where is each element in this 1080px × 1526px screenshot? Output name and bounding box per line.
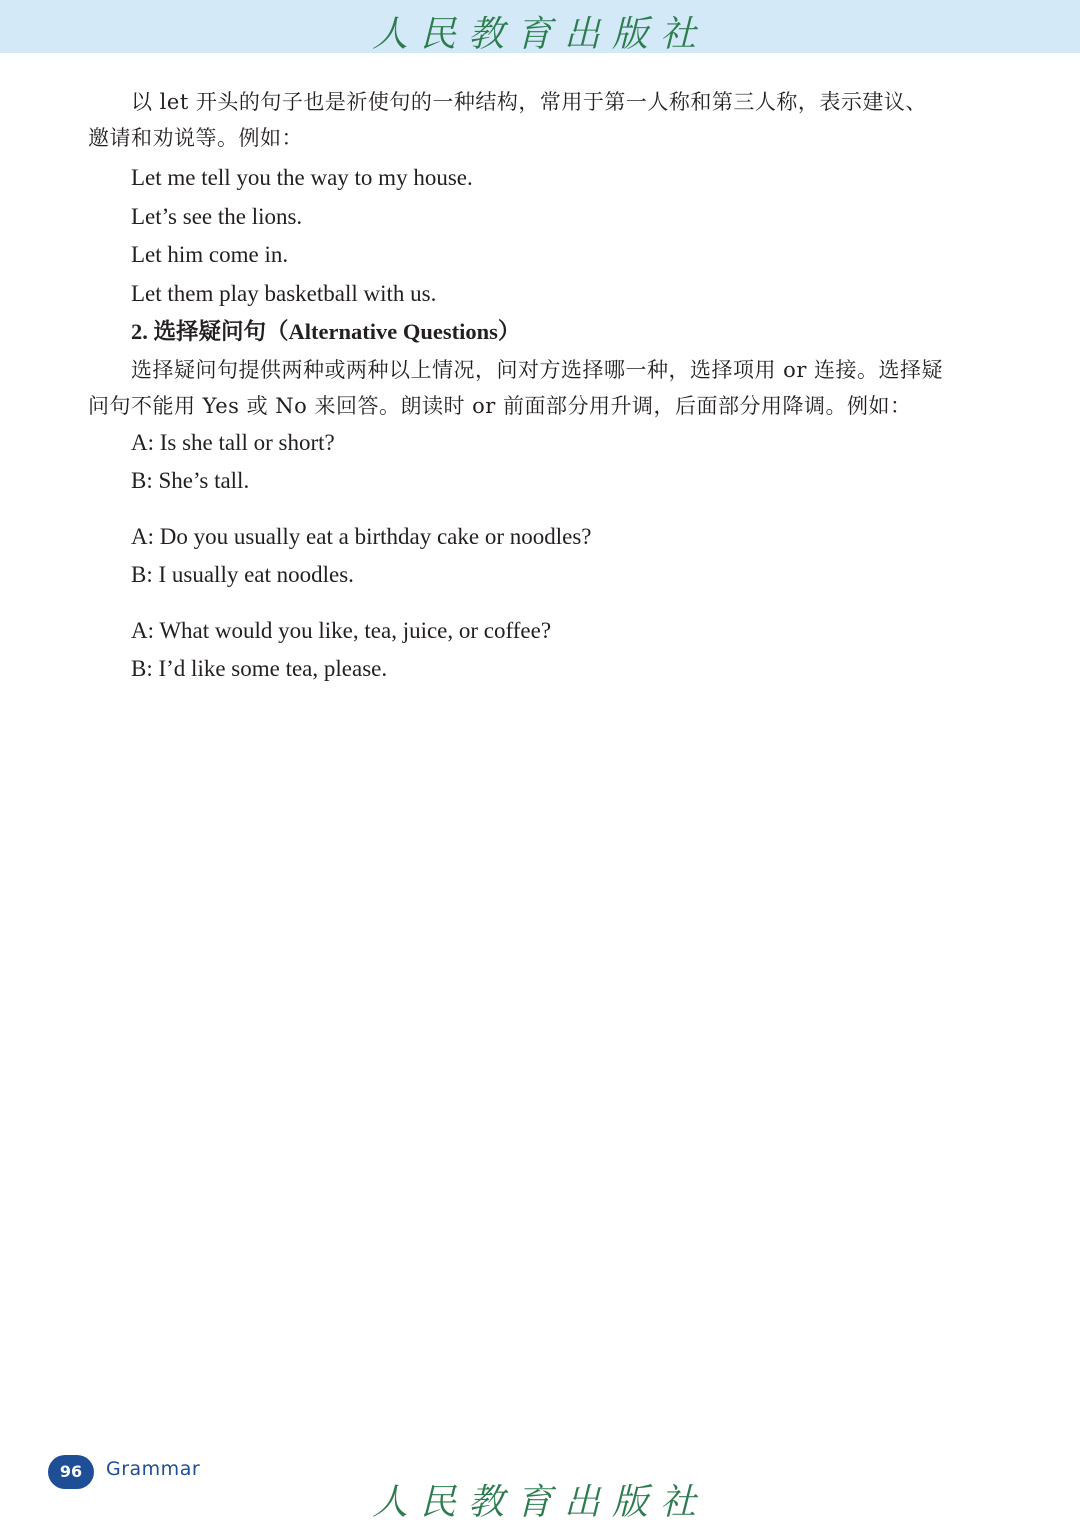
dialogue-line-b: B: I’d like some tea, please. — [131, 656, 388, 681]
section-paragraph: 选择疑问句提供两种或两种以上情况，问对方选择哪一种，选择项用 or 连接。选择疑问句不能用 Yes 或 No 来回答。朗读时 or 前面部分用升调，后面部分用降调。例如： — [88, 357, 944, 418]
dialogue-line-a: A: Do you usually eat a birthday cake or noodles? — [131, 523, 592, 549]
spacer — [88, 595, 948, 612]
dialogue-line-a: A: What would you like, tea, juice, or coffee? — [131, 617, 552, 643]
dialogue-line-b: B: I usually eat noodles. — [131, 562, 354, 587]
example-sentence: Let me tell you the way to my house. — [131, 165, 473, 190]
page-content — [88, 84, 948, 689]
publisher-logo-footer: 人民教育出版社 — [371, 1482, 708, 1523]
example-sentence: Let’s see the lions. — [131, 203, 303, 229]
example-sentence: Let them play basketball with us. — [131, 280, 437, 306]
spacer — [88, 501, 948, 518]
page-number-badge: 96 — [48, 1455, 94, 1489]
dialogue-line-a: A: Is she tall or short? — [131, 429, 335, 455]
section-label: Grammar — [106, 1458, 201, 1480]
section-heading: 2. 选择疑问句（Alternative Questions） — [131, 319, 521, 344]
intro-paragraph: 以 let 开头的句子也是祈使句的一种结构，常用于第一人称和第三人称，表示建议、邀请和劝说等。例如： — [88, 90, 927, 150]
dialogue-line-b: B: She’s tall. — [131, 468, 250, 493]
publisher-logo: 人民教育出版社 — [371, 14, 708, 55]
example-sentence: Let him come in. — [131, 242, 289, 267]
